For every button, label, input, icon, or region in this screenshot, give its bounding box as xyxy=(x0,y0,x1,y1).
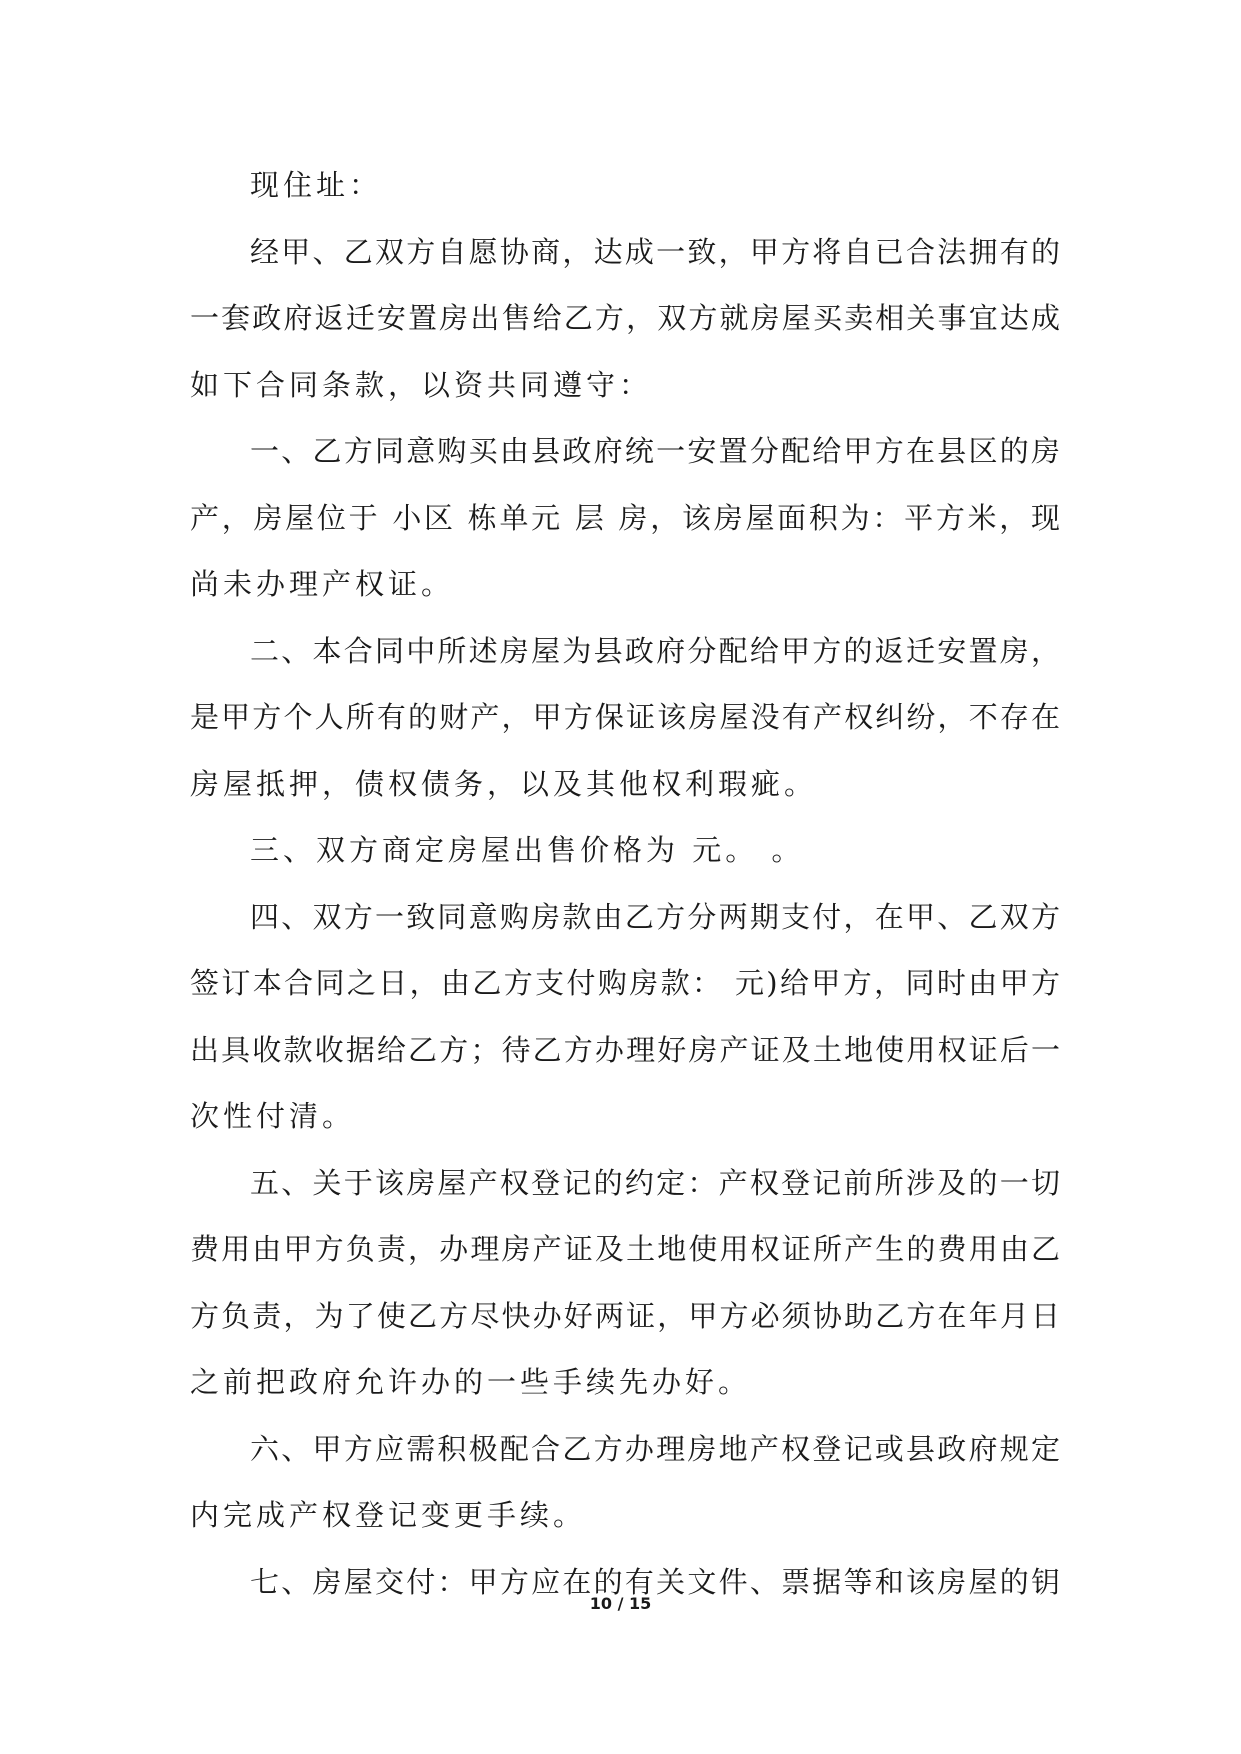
text-line: 产，房屋位于 小区 栋单元 层 房，该房屋面积为：平方米，现 xyxy=(190,500,1060,535)
text-line: 之前把政府允许办的一些手续先办好。 xyxy=(190,1365,752,1399)
text-line: 四、双方一致同意购房款由乙方分两期支付，在甲、乙双方 xyxy=(250,899,1060,934)
text-line: 出具收款收据给乙方；待乙方办理好房产证及土地使用权证后一 xyxy=(190,1032,1060,1067)
text-line: 三、双方商定房屋出售价格为 元。 。 xyxy=(250,833,805,867)
text-line: 七、房屋交付：甲方应在的有关文件、票据等和该房屋的钥 xyxy=(250,1564,1060,1599)
text-line: 内完成产权登记变更手续。 xyxy=(190,1498,587,1532)
text-line: 签订本合同之日，由乙方支付购房款： 元)给甲方，同时由甲方 xyxy=(190,966,1060,1000)
text-line: 五、关于该房屋产权登记的约定：产权登记前所涉及的一切 xyxy=(250,1165,1060,1200)
text-line: 经甲、乙双方自愿协商，达成一致，甲方将自已合法拥有的 xyxy=(250,234,1060,269)
page-number: 10 / 15 xyxy=(589,1594,652,1613)
text-line: 六、甲方应需积极配合乙方办理房地产权登记或县政府规定 xyxy=(250,1431,1060,1466)
text-line: 是甲方个人所有的财产，甲方保证该房屋没有产权纠纷，不存在 xyxy=(190,700,1060,734)
text-line: 一、乙方同意购买由县政府统一安置分配给甲方在县区的房 xyxy=(250,434,1060,468)
text-line: 方负责，为了使乙方尽快办好两证，甲方必须协助乙方在年月日 xyxy=(190,1298,1060,1333)
text-line: 一套政府返迁安置房出售给乙方，双方就房屋买卖相关事宜达成 xyxy=(190,301,1060,335)
text-line: 如下合同条款，以资共同遵守： xyxy=(190,367,653,402)
text-line: 费用由甲方负责，办理房产证及土地使用权证所产生的费用由乙 xyxy=(190,1232,1060,1266)
text-line: 房屋抵押，债权债务，以及其他权利瑕疵。 xyxy=(190,766,818,801)
text-line: 次性付清。 xyxy=(190,1099,356,1133)
text-line: 二、本合同中所述房屋为县政府分配给甲方的返迁安置房， xyxy=(250,633,1060,668)
document-body xyxy=(190,152,1060,1615)
text-line: 尚未办理产权证。 xyxy=(190,567,455,601)
text-line: 现住址： xyxy=(250,168,383,202)
